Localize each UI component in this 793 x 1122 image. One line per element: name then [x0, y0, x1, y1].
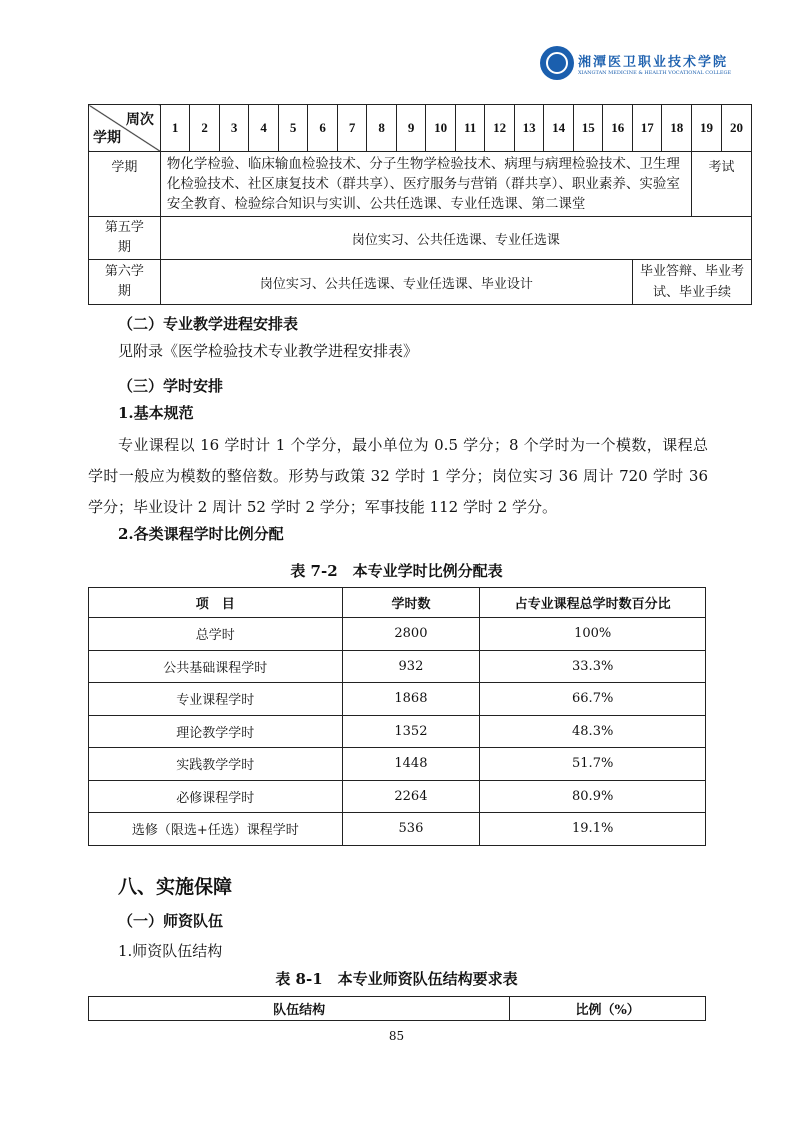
col-header: 项 目	[89, 588, 343, 618]
table-row	[89, 715, 706, 748]
table-cell: 100%	[480, 618, 706, 651]
table-cell: 选修（限选+任选）课程学时	[89, 813, 343, 846]
corner-bottom: 学期	[93, 130, 121, 146]
table-row	[89, 748, 706, 781]
table-cell: 2264	[342, 780, 480, 813]
corner-top: 周次	[125, 112, 154, 128]
table-cell: 536	[342, 813, 480, 846]
table-cell: 1448	[342, 748, 480, 781]
table-cell: 51.7%	[480, 748, 706, 781]
week-header: 8	[367, 105, 397, 152]
schedule-table	[88, 104, 752, 305]
week-header: 6	[308, 105, 338, 152]
subsection-title: 2.各类课程学时比例分配	[118, 525, 284, 543]
table-row	[89, 683, 706, 716]
week-header: 16	[603, 105, 633, 152]
table-cell: 48.3%	[480, 715, 706, 748]
week-header: 11	[455, 105, 485, 152]
chapter-title: 八、实施保障	[118, 876, 233, 898]
week-header: 5	[278, 105, 308, 152]
week-header: 18	[662, 105, 692, 152]
corner-cell	[89, 105, 161, 152]
week-header: 1	[160, 105, 190, 152]
table-cell: 必修课程学时	[89, 780, 343, 813]
section-title: （二）专业教学进程安排表	[118, 315, 299, 333]
faculty-table	[88, 996, 706, 1021]
week-header: 10	[426, 105, 456, 152]
list-item: 1.师资队伍结构	[118, 942, 223, 960]
table-cell: 实践教学学时	[89, 748, 343, 781]
week-header: 20	[721, 105, 751, 152]
week-header: 14	[544, 105, 574, 152]
col-header: 学时数	[342, 588, 480, 618]
subsection-title: 1.基本规范	[118, 404, 194, 422]
row-end: 毕业答辩、毕业考试、毕业手续	[632, 260, 751, 305]
table-cell: 公共基础课程学时	[89, 650, 343, 683]
table-row	[89, 813, 706, 846]
paragraph: 见附录《医学检验技术专业教学进程安排表》	[118, 342, 419, 360]
section-title: （三）学时安排	[118, 377, 224, 395]
table-cell: 66.7%	[480, 683, 706, 716]
row-end: 考试	[692, 152, 752, 217]
table-row	[89, 780, 706, 813]
week-header: 9	[396, 105, 426, 152]
table-caption: 表 8-1 本专业师资队伍结构要求表	[275, 970, 518, 988]
row-content: 岗位实习、公共任选课、专业任选课、毕业设计	[160, 260, 632, 305]
table-cell: 理论教学学时	[89, 715, 343, 748]
week-header: 17	[632, 105, 662, 152]
week-header: 2	[190, 105, 220, 152]
college-logo: 湘潭医卫职业技术学院 XIANGTAN MEDICINE & HEALTH VOCATIONAL COLLEGE	[540, 46, 731, 80]
table-cell: 专业课程学时	[89, 683, 343, 716]
table-cell: 932	[342, 650, 480, 683]
row-content: 岗位实习、公共任选课、专业任选课	[160, 217, 751, 260]
table-row	[89, 618, 706, 651]
section-title: （一）师资队伍	[118, 912, 224, 930]
week-header: 13	[514, 105, 544, 152]
week-header: 7	[337, 105, 367, 152]
table-cell: 33.3%	[480, 650, 706, 683]
week-header: 12	[485, 105, 515, 152]
table-row	[89, 650, 706, 683]
page-number: 85	[388, 1029, 405, 1043]
week-header: 19	[692, 105, 722, 152]
table-cell: 2800	[342, 618, 480, 651]
col-header: 占专业课程总学时数百分比	[480, 588, 706, 618]
week-header: 15	[573, 105, 603, 152]
row-label: 学期	[89, 152, 161, 217]
table-cell: 总学时	[89, 618, 343, 651]
week-header: 3	[219, 105, 249, 152]
table-cell: 1352	[342, 715, 480, 748]
week-header: 4	[249, 105, 279, 152]
logo-emblem-icon	[540, 46, 574, 80]
row-label: 第五学期	[89, 217, 161, 260]
table-cell: 80.9%	[480, 780, 706, 813]
hours-table	[88, 587, 706, 846]
table-cell: 19.1%	[480, 813, 706, 846]
table-cell: 1868	[342, 683, 480, 716]
paragraph: 专业课程以 16 学时计 1 个学分，最小单位为 0.5 学分；8 个学时为一个模数，课程总学时一般应为模数的整倍数。形势与政策 32 学时 1 学分；岗位实习 36 周计 720 学时 36 学分；毕业设计 2 周计 52 学时 2 学分；军事技能 112 学时 2 学分。	[88, 436, 708, 516]
row-label: 第六学期	[89, 260, 161, 305]
col-header: 比例（%）	[510, 997, 706, 1021]
col-header: 队伍结构	[89, 997, 510, 1021]
table-caption: 表 7-2 本专业学时比例分配表	[290, 562, 503, 580]
row-content: 物化学检验、临床输血检验技术、分子生物学检验技术、病理与病理检验技术、卫生理化检验技术、社区康复技术（群共享）、医疗服务与营销（群共享）、职业素养、实验室安全教育、检验综合知识与实训、公共任选课、专业任选课、第二课堂	[160, 152, 691, 217]
